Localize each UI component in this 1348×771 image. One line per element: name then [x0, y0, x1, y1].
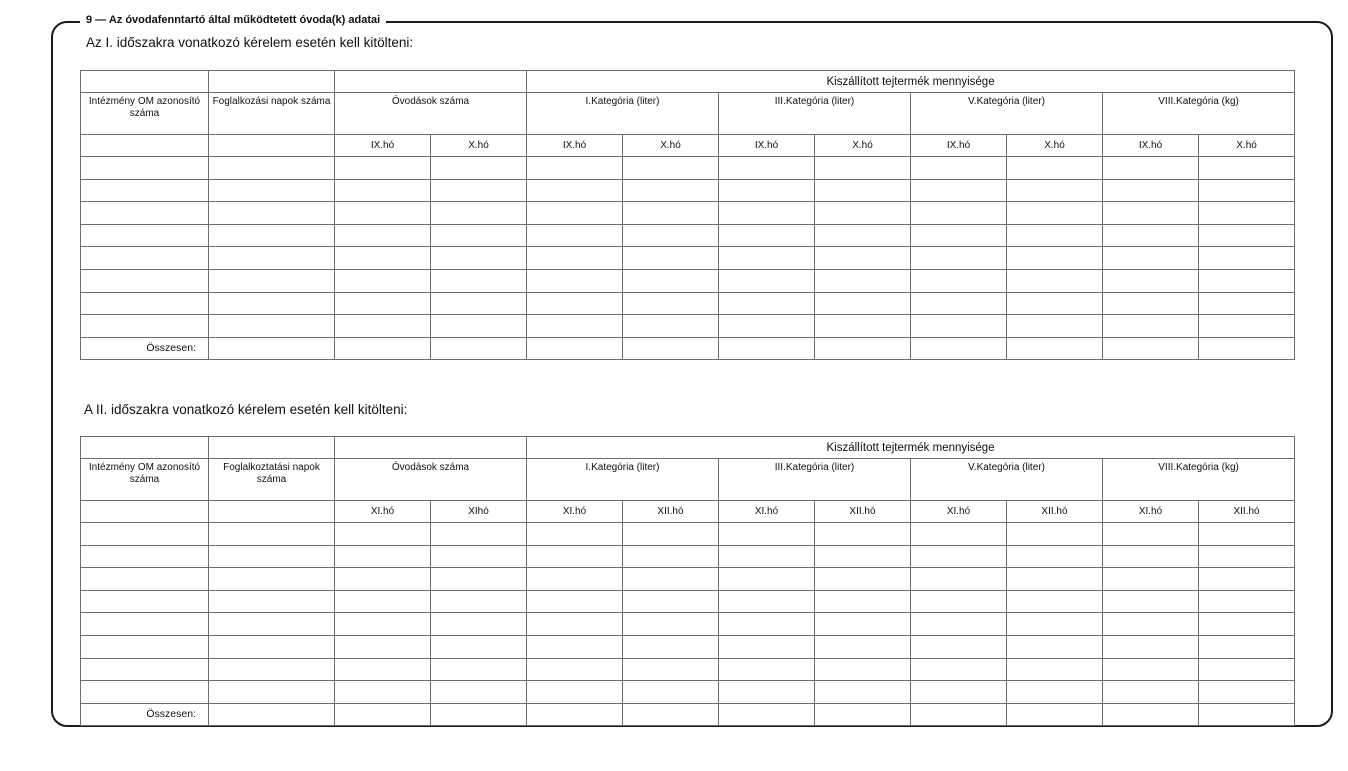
input-cell[interactable]: [719, 179, 815, 202]
input-cell[interactable]: [911, 545, 1007, 568]
month-header: IX.hó: [719, 135, 815, 157]
total-cell[interactable]: [527, 703, 623, 725]
input-cell[interactable]: [1103, 247, 1199, 270]
input-cell[interactable]: [1199, 635, 1295, 658]
input-cell[interactable]: [527, 315, 623, 338]
input-cell[interactable]: [335, 590, 431, 613]
input-cell[interactable]: [527, 292, 623, 315]
total-cell[interactable]: [623, 703, 719, 725]
input-cell[interactable]: [81, 635, 209, 658]
input-cell[interactable]: [1199, 269, 1295, 292]
period-2-table: [80, 436, 1295, 726]
input-cell[interactable]: [81, 681, 209, 704]
total-cell[interactable]: [1007, 703, 1103, 725]
total-cell[interactable]: [209, 337, 335, 359]
input-cell[interactable]: [1199, 681, 1295, 704]
input-cell[interactable]: [911, 681, 1007, 704]
month-header: XI.hó: [719, 501, 815, 523]
input-cell[interactable]: [623, 658, 719, 681]
input-cell[interactable]: [623, 545, 719, 568]
month-header: X.hó: [431, 135, 527, 157]
month-header: XI.hó: [1103, 501, 1199, 523]
input-cell[interactable]: [1103, 157, 1199, 180]
input-cell[interactable]: [527, 545, 623, 568]
input-cell[interactable]: [1103, 658, 1199, 681]
input-cell[interactable]: [911, 315, 1007, 338]
input-cell[interactable]: [527, 523, 623, 546]
input-cell[interactable]: [1199, 613, 1295, 636]
input-cell[interactable]: [335, 315, 431, 338]
month-header: IX.hó: [335, 135, 431, 157]
input-cell[interactable]: [623, 247, 719, 270]
input-cell[interactable]: [209, 247, 335, 270]
month-header: XII.hó: [1199, 501, 1295, 523]
input-cell[interactable]: [1103, 681, 1199, 704]
input-cell[interactable]: [719, 523, 815, 546]
input-cell[interactable]: [527, 179, 623, 202]
input-cell[interactable]: [911, 247, 1007, 270]
input-cell[interactable]: [1007, 635, 1103, 658]
group-header: Kiszállított tejtermék mennyisége: [527, 71, 1295, 93]
input-cell[interactable]: [1103, 292, 1199, 315]
data-row: [81, 658, 1295, 681]
total-cell[interactable]: [527, 337, 623, 359]
input-cell[interactable]: [815, 613, 911, 636]
input-cell[interactable]: [209, 292, 335, 315]
data-row: [81, 590, 1295, 613]
month-header: XI.hó: [527, 501, 623, 523]
input-cell[interactable]: [1199, 590, 1295, 613]
data-row: [81, 315, 1295, 338]
input-cell[interactable]: [1007, 269, 1103, 292]
input-cell[interactable]: [815, 523, 911, 546]
month-header: XII.hó: [815, 501, 911, 523]
input-cell[interactable]: [719, 247, 815, 270]
input-cell[interactable]: [815, 315, 911, 338]
data-row: [81, 523, 1295, 546]
input-cell[interactable]: [431, 545, 527, 568]
category-header: VIII.Kategória (kg): [1103, 93, 1295, 135]
total-cell[interactable]: [815, 703, 911, 725]
total-cell[interactable]: [335, 337, 431, 359]
input-cell[interactable]: [719, 613, 815, 636]
input-cell[interactable]: [815, 635, 911, 658]
month-header: XII.hó: [623, 501, 719, 523]
input-cell[interactable]: [1199, 292, 1295, 315]
input-cell[interactable]: [81, 202, 209, 225]
month-header: IX.hó: [911, 135, 1007, 157]
input-cell[interactable]: [431, 224, 527, 247]
input-cell[interactable]: [1103, 545, 1199, 568]
input-cell[interactable]: [527, 613, 623, 636]
input-cell[interactable]: [815, 269, 911, 292]
month-blank: [81, 501, 209, 523]
input-cell[interactable]: [1103, 315, 1199, 338]
category-header: III.Kategória (liter): [719, 93, 911, 135]
total-cell[interactable]: [1103, 703, 1199, 725]
col-days-header: Foglalkoztatási napok száma: [209, 459, 335, 501]
data-row: [81, 681, 1295, 704]
input-cell[interactable]: [209, 523, 335, 546]
month-header: XII.hó: [1007, 501, 1103, 523]
month-header: XI.hó: [335, 501, 431, 523]
input-cell[interactable]: [1007, 681, 1103, 704]
input-cell[interactable]: [1199, 545, 1295, 568]
header-blank: [81, 71, 209, 93]
input-cell[interactable]: [81, 292, 209, 315]
input-cell[interactable]: [623, 269, 719, 292]
total-cell[interactable]: [209, 703, 335, 725]
input-cell[interactable]: [1103, 179, 1199, 202]
input-cell[interactable]: [335, 681, 431, 704]
data-row: [81, 179, 1295, 202]
input-cell[interactable]: [815, 545, 911, 568]
input-cell[interactable]: [1007, 568, 1103, 591]
total-cell[interactable]: [911, 703, 1007, 725]
input-cell[interactable]: [81, 568, 209, 591]
data-row: [81, 224, 1295, 247]
input-cell[interactable]: [209, 202, 335, 225]
category-header: V.Kategória (liter): [911, 459, 1103, 501]
input-cell[interactable]: [81, 590, 209, 613]
input-cell[interactable]: [335, 523, 431, 546]
input-cell[interactable]: [335, 635, 431, 658]
input-cell[interactable]: [719, 635, 815, 658]
input-cell[interactable]: [431, 658, 527, 681]
input-cell[interactable]: [623, 315, 719, 338]
input-cell[interactable]: [209, 681, 335, 704]
input-cell[interactable]: [1007, 590, 1103, 613]
input-cell[interactable]: [431, 568, 527, 591]
input-cell[interactable]: [527, 635, 623, 658]
input-cell[interactable]: [431, 179, 527, 202]
input-cell[interactable]: [1199, 315, 1295, 338]
total-cell[interactable]: [719, 703, 815, 725]
period-2-intro: A II. időszakra vonatkozó kérelem esetén kell kitölteni:: [84, 402, 408, 417]
data-row: [81, 247, 1295, 270]
data-row: [81, 613, 1295, 636]
input-cell[interactable]: [719, 545, 815, 568]
input-cell[interactable]: [815, 202, 911, 225]
input-cell[interactable]: [1007, 202, 1103, 225]
total-cell[interactable]: [1199, 337, 1295, 359]
total-cell[interactable]: [911, 337, 1007, 359]
input-cell[interactable]: [431, 157, 527, 180]
input-cell[interactable]: [911, 202, 1007, 225]
input-cell[interactable]: [1199, 247, 1295, 270]
period-1-table: [80, 70, 1295, 360]
input-cell[interactable]: [209, 315, 335, 338]
month-blank: [209, 501, 335, 523]
input-cell[interactable]: [719, 658, 815, 681]
input-cell[interactable]: [815, 247, 911, 270]
input-cell[interactable]: [911, 157, 1007, 180]
total-cell[interactable]: [1007, 337, 1103, 359]
data-row: [81, 292, 1295, 315]
input-cell[interactable]: [1103, 269, 1199, 292]
input-cell[interactable]: [911, 523, 1007, 546]
input-cell[interactable]: [1199, 157, 1295, 180]
input-cell[interactable]: [527, 568, 623, 591]
input-cell[interactable]: [623, 224, 719, 247]
input-cell[interactable]: [1007, 658, 1103, 681]
total-cell[interactable]: [431, 337, 527, 359]
input-cell[interactable]: [1007, 224, 1103, 247]
input-cell[interactable]: [527, 269, 623, 292]
input-cell[interactable]: [623, 179, 719, 202]
input-cell[interactable]: [209, 157, 335, 180]
input-cell[interactable]: [335, 545, 431, 568]
col-days-header: Foglalkozási napok száma: [209, 93, 335, 135]
input-cell[interactable]: [81, 315, 209, 338]
input-cell[interactable]: [81, 613, 209, 636]
total-cell[interactable]: [1103, 337, 1199, 359]
input-cell[interactable]: [209, 545, 335, 568]
input-cell[interactable]: [815, 157, 911, 180]
input-cell[interactable]: [1199, 202, 1295, 225]
input-cell[interactable]: [335, 613, 431, 636]
total-label: Összesen:: [81, 337, 209, 359]
input-cell[interactable]: [1007, 179, 1103, 202]
input-cell[interactable]: [719, 269, 815, 292]
total-cell[interactable]: [335, 703, 431, 725]
input-cell[interactable]: [431, 590, 527, 613]
month-header: X.hó: [623, 135, 719, 157]
col-om-header: Intézmény OM azonosító száma: [81, 93, 209, 135]
input-cell[interactable]: [527, 658, 623, 681]
input-cell[interactable]: [81, 247, 209, 270]
total-cell[interactable]: [1199, 703, 1295, 725]
input-cell[interactable]: [335, 202, 431, 225]
input-cell[interactable]: [623, 292, 719, 315]
input-cell[interactable]: [815, 179, 911, 202]
category-header: I.Kategória (liter): [527, 459, 719, 501]
total-row: [81, 337, 1295, 359]
input-cell[interactable]: [719, 157, 815, 180]
col-children-header: Óvodások száma: [335, 93, 527, 135]
input-cell[interactable]: [209, 269, 335, 292]
category-header: VIII.Kategória (kg): [1103, 459, 1295, 501]
input-cell[interactable]: [81, 545, 209, 568]
input-cell[interactable]: [815, 658, 911, 681]
input-cell[interactable]: [911, 269, 1007, 292]
input-cell[interactable]: [335, 179, 431, 202]
month-header: IX.hó: [1103, 135, 1199, 157]
input-cell[interactable]: [1199, 568, 1295, 591]
input-cell[interactable]: [431, 613, 527, 636]
input-cell[interactable]: [815, 292, 911, 315]
input-cell[interactable]: [431, 202, 527, 225]
input-cell[interactable]: [431, 523, 527, 546]
input-cell[interactable]: [81, 269, 209, 292]
input-cell[interactable]: [209, 590, 335, 613]
month-blank: [209, 135, 335, 157]
input-cell[interactable]: [911, 179, 1007, 202]
input-cell[interactable]: [911, 224, 1007, 247]
input-cell[interactable]: [527, 224, 623, 247]
total-label: Összesen:: [81, 703, 209, 725]
input-cell[interactable]: [911, 292, 1007, 315]
total-cell[interactable]: [431, 703, 527, 725]
input-cell[interactable]: [623, 157, 719, 180]
input-cell[interactable]: [1007, 247, 1103, 270]
input-cell[interactable]: [623, 568, 719, 591]
header-blank: [209, 71, 335, 93]
total-cell[interactable]: [623, 337, 719, 359]
period-1-intro: Az I. időszakra vonatkozó kérelem esetén kell kitölteni:: [86, 35, 414, 50]
input-cell[interactable]: [719, 292, 815, 315]
input-cell[interactable]: [719, 224, 815, 247]
input-cell[interactable]: [815, 590, 911, 613]
data-row: [81, 545, 1295, 568]
input-cell[interactable]: [911, 658, 1007, 681]
month-header: X.hó: [1199, 135, 1295, 157]
section-title: 9 — Az óvodafenntartó által működtetett óvoda(k) adatai: [80, 12, 386, 28]
input-cell[interactable]: [719, 202, 815, 225]
category-header: I.Kategória (liter): [527, 93, 719, 135]
month-header: XI.hó: [911, 501, 1007, 523]
group-header: Kiszállított tejtermék mennyisége: [527, 437, 1295, 459]
input-cell[interactable]: [911, 568, 1007, 591]
input-cell[interactable]: [719, 590, 815, 613]
input-cell[interactable]: [1199, 179, 1295, 202]
input-cell[interactable]: [527, 247, 623, 270]
input-cell[interactable]: [1007, 292, 1103, 315]
input-cell[interactable]: [527, 681, 623, 704]
input-cell[interactable]: [623, 590, 719, 613]
month-blank: [81, 135, 209, 157]
col-om-header: Intézmény OM azonosító száma: [81, 459, 209, 501]
data-row: [81, 202, 1295, 225]
header-blank: [335, 71, 527, 93]
input-cell[interactable]: [209, 179, 335, 202]
input-cell[interactable]: [209, 224, 335, 247]
input-cell[interactable]: [623, 613, 719, 636]
total-cell[interactable]: [719, 337, 815, 359]
input-cell[interactable]: [623, 523, 719, 546]
input-cell[interactable]: [911, 590, 1007, 613]
input-cell[interactable]: [209, 568, 335, 591]
input-cell[interactable]: [719, 315, 815, 338]
category-header: III.Kategória (liter): [719, 459, 911, 501]
data-row: [81, 568, 1295, 591]
input-cell[interactable]: [209, 635, 335, 658]
input-cell[interactable]: [335, 292, 431, 315]
input-cell[interactable]: [431, 681, 527, 704]
month-header: X.hó: [815, 135, 911, 157]
input-cell[interactable]: [209, 613, 335, 636]
total-cell[interactable]: [815, 337, 911, 359]
input-cell[interactable]: [1103, 635, 1199, 658]
input-cell[interactable]: [1007, 545, 1103, 568]
input-cell[interactable]: [431, 292, 527, 315]
input-cell[interactable]: [81, 157, 209, 180]
data-row: [81, 157, 1295, 180]
col-children-header: Óvodások száma: [335, 459, 527, 501]
input-cell[interactable]: [815, 224, 911, 247]
data-row: [81, 269, 1295, 292]
header-blank: [335, 437, 527, 459]
category-header: V.Kategória (liter): [911, 93, 1103, 135]
total-row: [81, 703, 1295, 725]
input-cell[interactable]: [815, 568, 911, 591]
input-cell[interactable]: [719, 681, 815, 704]
input-cell[interactable]: [527, 202, 623, 225]
input-cell[interactable]: [431, 247, 527, 270]
input-cell[interactable]: [815, 681, 911, 704]
input-cell[interactable]: [431, 635, 527, 658]
input-cell[interactable]: [1007, 613, 1103, 636]
input-cell[interactable]: [335, 157, 431, 180]
input-cell[interactable]: [911, 613, 1007, 636]
input-cell[interactable]: [81, 224, 209, 247]
input-cell[interactable]: [81, 179, 209, 202]
header-blank: [209, 437, 335, 459]
input-cell[interactable]: [209, 658, 335, 681]
month-header: IX.hó: [527, 135, 623, 157]
input-cell[interactable]: [1199, 658, 1295, 681]
input-cell[interactable]: [335, 658, 431, 681]
input-cell[interactable]: [1199, 523, 1295, 546]
input-cell[interactable]: [1103, 523, 1199, 546]
input-cell[interactable]: [431, 315, 527, 338]
input-cell[interactable]: [911, 635, 1007, 658]
header-blank: [81, 437, 209, 459]
month-header: XIhó: [431, 501, 527, 523]
input-cell[interactable]: [335, 224, 431, 247]
input-cell[interactable]: [1103, 224, 1199, 247]
input-cell[interactable]: [1103, 202, 1199, 225]
input-cell[interactable]: [1007, 315, 1103, 338]
input-cell[interactable]: [335, 247, 431, 270]
input-cell[interactable]: [335, 269, 431, 292]
input-cell[interactable]: [335, 568, 431, 591]
input-cell[interactable]: [1103, 590, 1199, 613]
input-cell[interactable]: [81, 523, 209, 546]
input-cell[interactable]: [81, 658, 209, 681]
input-cell[interactable]: [623, 681, 719, 704]
input-cell[interactable]: [1199, 224, 1295, 247]
input-cell[interactable]: [1103, 568, 1199, 591]
input-cell[interactable]: [623, 635, 719, 658]
data-row: [81, 635, 1295, 658]
input-cell[interactable]: [623, 202, 719, 225]
month-header: X.hó: [1007, 135, 1103, 157]
input-cell[interactable]: [527, 157, 623, 180]
input-cell[interactable]: [1103, 613, 1199, 636]
input-cell[interactable]: [1007, 157, 1103, 180]
input-cell[interactable]: [1007, 523, 1103, 546]
input-cell[interactable]: [719, 568, 815, 591]
input-cell[interactable]: [431, 269, 527, 292]
input-cell[interactable]: [527, 590, 623, 613]
